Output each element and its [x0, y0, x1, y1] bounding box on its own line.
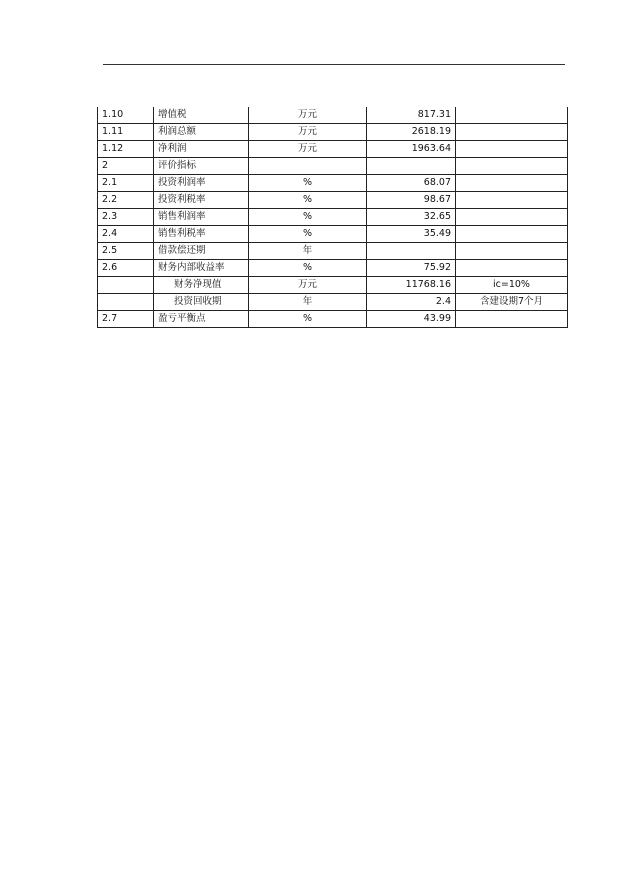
table-row	[98, 311, 568, 328]
indicator-name-cell: 净利润	[154, 141, 249, 158]
indicator-name-cell: 增值税	[154, 107, 249, 124]
value-cell: 32.65	[367, 209, 456, 226]
unit-cell: 万元	[249, 107, 367, 124]
note-cell	[456, 141, 568, 158]
table-row	[98, 141, 568, 158]
row-number-cell: 1.12	[98, 141, 154, 158]
note-cell	[456, 158, 568, 175]
unit-cell: %	[249, 260, 367, 277]
note-cell	[456, 124, 568, 141]
table-body	[98, 107, 568, 328]
table-row	[98, 226, 568, 243]
value-cell: 43.99	[367, 311, 456, 328]
unit-cell: 年	[249, 243, 367, 260]
unit-cell	[249, 158, 367, 175]
row-number-cell	[98, 277, 154, 294]
value-cell: 11768.16	[367, 277, 456, 294]
indicator-name-cell: 销售利润率	[154, 209, 249, 226]
note-cell	[456, 243, 568, 260]
unit-cell: %	[249, 192, 367, 209]
note-cell	[456, 175, 568, 192]
row-number-cell: 1.11	[98, 124, 154, 141]
value-cell: 2618.19	[367, 124, 456, 141]
table-row	[98, 260, 568, 277]
indicator-name-cell: 借款偿还期	[154, 243, 249, 260]
note-cell	[456, 311, 568, 328]
value-cell: 35.49	[367, 226, 456, 243]
note-cell	[456, 226, 568, 243]
note-cell: ic=10%	[456, 277, 568, 294]
indicator-name-cell: 投资利税率	[154, 192, 249, 209]
unit-cell: 万元	[249, 141, 367, 158]
row-number-cell: 1.10	[98, 107, 154, 124]
row-number-cell: 2	[98, 158, 154, 175]
unit-cell: %	[249, 175, 367, 192]
note-cell	[456, 209, 568, 226]
indicator-name-cell: 盈亏平衡点	[154, 311, 249, 328]
value-cell: 75.92	[367, 260, 456, 277]
unit-cell: %	[249, 226, 367, 243]
row-number-cell: 2.6	[98, 260, 154, 277]
indicator-name-cell: 财务净现值	[154, 277, 249, 294]
row-number-cell: 2.4	[98, 226, 154, 243]
table-row	[98, 124, 568, 141]
indicator-name-cell: 投资利润率	[154, 175, 249, 192]
unit-cell: 年	[249, 294, 367, 311]
indicator-name-cell: 评价指标	[154, 158, 249, 175]
row-number-cell: 2.2	[98, 192, 154, 209]
value-cell: 98.67	[367, 192, 456, 209]
unit-cell: 万元	[249, 124, 367, 141]
table-row	[98, 294, 568, 311]
note-cell: 含建设期7个月	[456, 294, 568, 311]
row-number-cell: 2.1	[98, 175, 154, 192]
note-cell	[456, 260, 568, 277]
indicator-name-cell: 投资回收期	[154, 294, 249, 311]
value-cell	[367, 158, 456, 175]
note-cell	[456, 107, 568, 124]
unit-cell: %	[249, 311, 367, 328]
row-number-cell: 2.7	[98, 311, 154, 328]
row-number-cell: 2.5	[98, 243, 154, 260]
table-row	[98, 158, 568, 175]
unit-cell: 万元	[249, 277, 367, 294]
indicator-name-cell: 财务内部收益率	[154, 260, 249, 277]
value-cell	[367, 243, 456, 260]
row-number-cell	[98, 294, 154, 311]
value-cell: 1963.64	[367, 141, 456, 158]
table-row	[98, 192, 568, 209]
unit-cell: %	[249, 209, 367, 226]
value-cell: 817.31	[367, 107, 456, 124]
table-row	[98, 243, 568, 260]
indicator-name-cell: 销售利税率	[154, 226, 249, 243]
indicator-name-cell: 利润总额	[154, 124, 249, 141]
note-cell	[456, 192, 568, 209]
table-row	[98, 175, 568, 192]
value-cell: 2.4	[367, 294, 456, 311]
header-rule	[103, 64, 565, 65]
indicator-table	[97, 107, 568, 328]
table-row	[98, 107, 568, 124]
row-number-cell: 2.3	[98, 209, 154, 226]
table-row	[98, 277, 568, 294]
value-cell: 68.07	[367, 175, 456, 192]
table-row	[98, 209, 568, 226]
